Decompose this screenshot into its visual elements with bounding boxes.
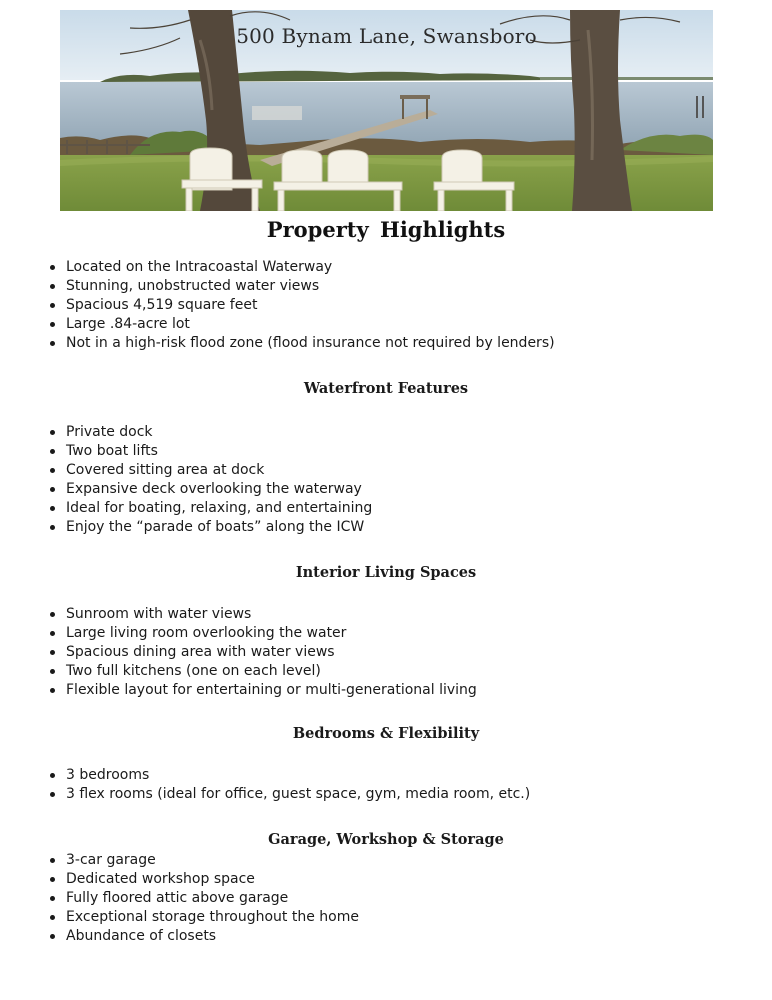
waterfront-list <box>48 423 372 537</box>
list-item <box>48 461 372 480</box>
highlights-list <box>48 258 555 353</box>
list-item-text: Enjoy the “parade of boats” along the ICW <box>66 519 365 535</box>
list-item-text: 3-car garage <box>66 852 156 868</box>
list-item-text: Sunroom with water views <box>66 606 252 622</box>
list-item <box>48 258 555 277</box>
list-item <box>48 442 372 461</box>
bullet-icon <box>50 322 55 327</box>
bullet-icon <box>50 468 55 473</box>
list-item-text: 3 flex rooms (ideal for office, guest space, gym, media room, etc.) <box>66 786 531 802</box>
list-item <box>48 296 555 315</box>
list-item-text: Spacious dining area with water views <box>66 644 335 660</box>
list-item-text: Exceptional storage throughout the home <box>66 909 359 925</box>
bullet-icon <box>50 430 55 435</box>
list-item <box>48 315 555 334</box>
section-heading-interior: Interior Living Spaces <box>295 564 477 581</box>
list-item-text: Located on the Intracoastal Waterway <box>66 259 333 275</box>
list-item <box>48 624 477 643</box>
list-item <box>48 605 477 624</box>
list-item-text: Large living room overlooking the water <box>66 625 347 641</box>
bullet-icon <box>50 487 55 492</box>
section-heading-bedrooms: Bedrooms & Flexibility <box>292 725 480 742</box>
bullet-icon <box>50 858 55 863</box>
list-item <box>48 889 359 908</box>
list-item-text: Expansive deck overlooking the waterway <box>66 481 362 497</box>
bullet-icon <box>50 669 55 674</box>
list-item <box>48 870 359 889</box>
list-item-text: Large .84-acre lot <box>66 316 190 332</box>
list-item <box>48 681 477 700</box>
bullet-icon <box>50 688 55 693</box>
bullet-icon <box>50 284 55 289</box>
list-item-text: 3 bedrooms <box>66 767 150 783</box>
list-item-text: Spacious 4,519 square feet <box>66 297 258 313</box>
bullet-icon <box>50 449 55 454</box>
bullet-icon <box>50 303 55 308</box>
garage-list <box>48 851 359 946</box>
list-item <box>48 643 477 662</box>
bullet-icon <box>50 631 55 636</box>
list-item <box>48 518 372 537</box>
list-item <box>48 277 555 296</box>
bullet-icon <box>50 650 55 655</box>
list-item-text: Not in a high-risk flood zone (flood insurance not required by lenders) <box>66 335 555 351</box>
property-address: 500 Bynam Lane, Swansboro <box>236 24 537 48</box>
list-item-text: Ideal for boating, relaxing, and entertaining <box>66 500 373 516</box>
bullet-icon <box>50 506 55 511</box>
list-item-text: Two full kitchens (one on each level) <box>66 663 321 679</box>
page-title: Property Highlights <box>266 217 506 242</box>
bullet-icon <box>50 773 55 778</box>
list-item-text: Two boat lifts <box>66 443 158 459</box>
list-item <box>48 423 372 442</box>
bullet-icon <box>50 915 55 920</box>
list-item <box>48 766 530 785</box>
bullet-icon <box>50 934 55 939</box>
list-item <box>48 334 555 353</box>
list-item-text: Abundance of closets <box>66 928 217 944</box>
bullet-icon <box>50 792 55 797</box>
bullet-icon <box>50 341 55 346</box>
list-item <box>48 499 372 518</box>
list-item <box>48 927 359 946</box>
hero-photo <box>60 10 713 211</box>
list-item-text: Private dock <box>66 424 153 440</box>
list-item-text: Stunning, unobstructed water views <box>66 278 320 294</box>
list-item <box>48 785 530 804</box>
bullet-icon <box>50 612 55 617</box>
interior-list <box>48 605 477 700</box>
list-item <box>48 662 477 681</box>
bullet-icon <box>50 265 55 270</box>
bullet-icon <box>50 525 55 530</box>
list-item-text: Fully floored attic above garage <box>66 890 289 906</box>
list-item <box>48 480 372 499</box>
bullet-icon <box>50 877 55 882</box>
bedrooms-list <box>48 766 530 804</box>
list-item <box>48 851 359 870</box>
list-item-text: Covered sitting area at dock <box>66 462 265 478</box>
list-item-text: Flexible layout for entertaining or multi-generational living <box>66 682 477 698</box>
list-item <box>48 908 359 927</box>
section-heading-garage: Garage, Workshop & Storage <box>268 831 504 848</box>
list-item-text: Dedicated workshop space <box>66 871 255 887</box>
bullet-icon <box>50 896 55 901</box>
section-heading-waterfront: Waterfront Features <box>303 380 469 397</box>
